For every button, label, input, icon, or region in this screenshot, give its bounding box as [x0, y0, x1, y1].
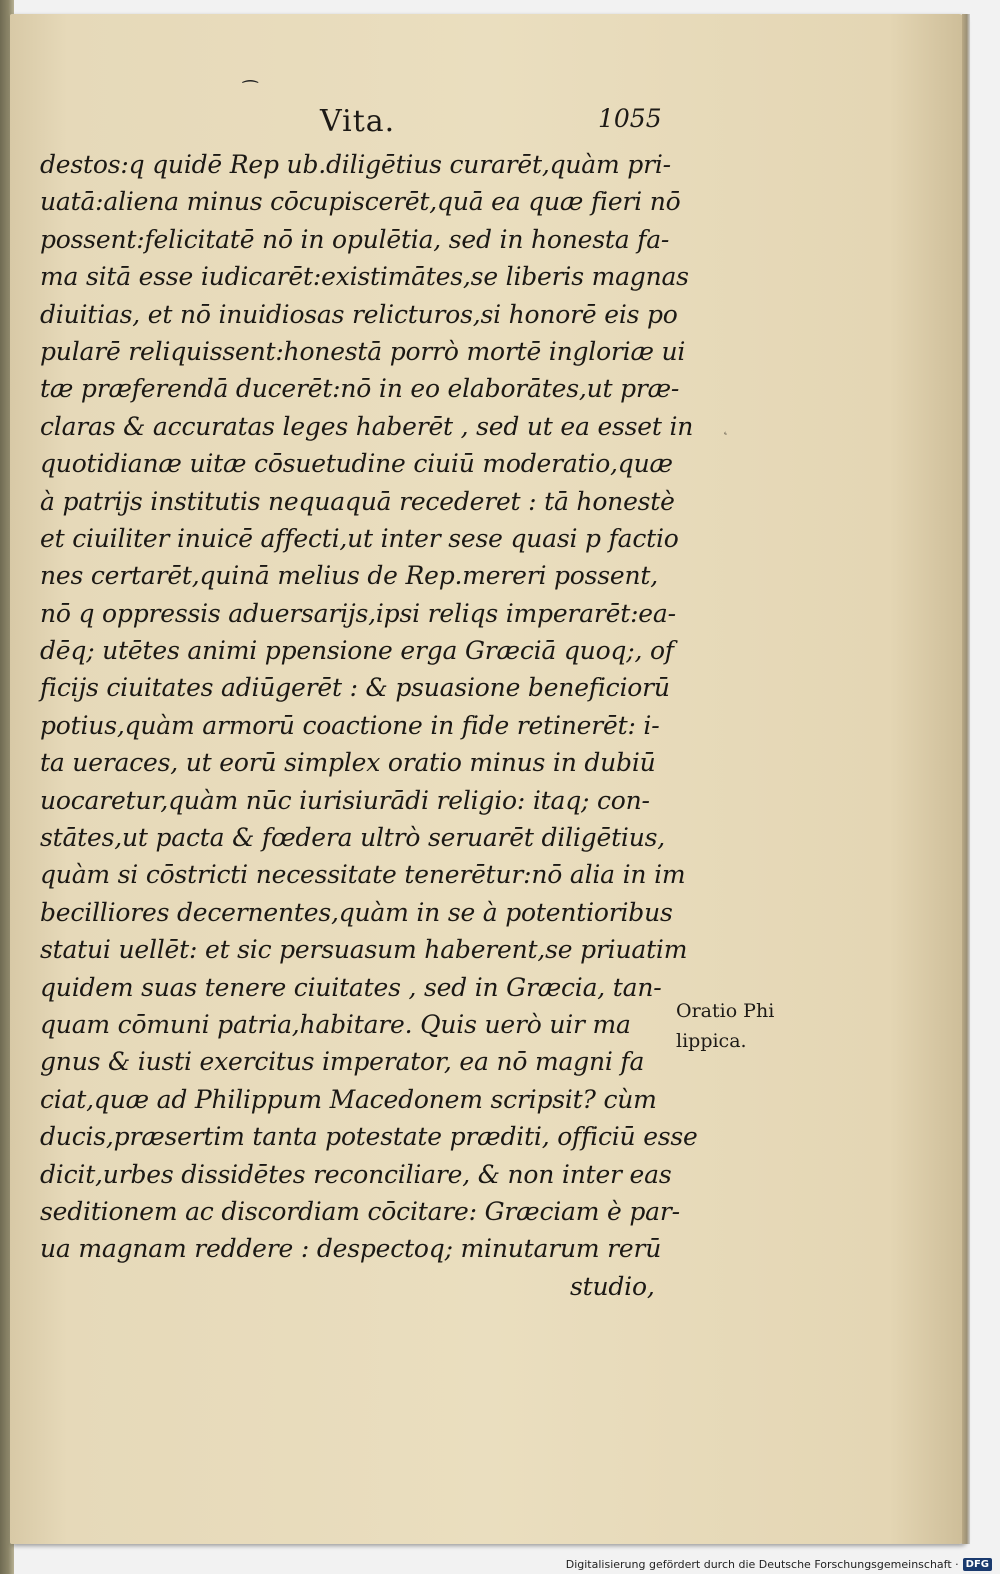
text-line: becilliores decernentes,quàm in se à potentioribus: [40, 897, 673, 927]
text-line: quidem suas tenere ciuitates , sed in Græcia, tan-: [40, 972, 662, 1002]
text-line: claras & accuratas leges haberēt , sed ut ea esset in: [40, 411, 694, 441]
footer-credit: Digitalisierung gefördert durch die Deutsche Forschungsgemeinschaft ·: [565, 1557, 959, 1571]
text-line: uatā:aliena minus cōcupiscerēt,quā ea quæ fieri nō: [40, 187, 681, 217]
page-edge-shadow: [962, 14, 970, 1544]
text-line: destos:q quidē Rep ub.diligētius curarēt,quàm pri-: [40, 150, 671, 179]
text-line: et ciuiliter inuicē affecti,ut inter sese quasi p factio: [40, 523, 679, 553]
text-line: potius,quàm armorū coactione in fide retinerēt: i-: [40, 710, 660, 740]
text-line: gnus & iusti exercitus imperator, ea nō magni fa: [40, 1047, 645, 1077]
text-line: dēq; utētes animi ppensione erga Græciā quoq;, of: [40, 636, 674, 666]
page-number: 1055: [598, 104, 662, 133]
text-line: dicit,urbes dissidētes reconciliare, & non inter eas: [40, 1159, 672, 1189]
text-line: ua magnam reddere : despectoq; minutarum rerū: [40, 1234, 662, 1264]
text-line: possent:felicitatē nō in opulētia, sed in honesta fa-: [40, 224, 670, 254]
margin-note: [676, 996, 774, 1056]
ink-blemish: ˛: [722, 420, 729, 436]
text-line: ficijs ciuitates adiūgerēt : & psuasione beneficiorū: [40, 673, 670, 703]
text-line: quam cōmuni patria,habitare. Quis uerò uir ma: [40, 1009, 631, 1039]
text-line: diuitias, et nō inuidiosas relicturos,si honorē eis po: [40, 299, 678, 329]
digitization-footer: [566, 1556, 992, 1572]
dfg-logo: DFG: [963, 1558, 992, 1571]
text-line: ta ueraces, ut eorū simplex oratio minus in dubiū: [40, 748, 656, 778]
running-head: Vita.: [320, 104, 396, 139]
text-line: à patrijs institutis nequaquā recederet : tā honestè: [40, 486, 675, 516]
text-line: seditionem ac discordiam cōcitare: Græciam è par-: [40, 1196, 680, 1226]
text-line: uocaretur,quàm nūc iurisiurādi religio: itaq; con-: [40, 785, 650, 815]
body-text: [40, 146, 698, 1305]
catchword: studio,: [570, 1271, 655, 1301]
ornament-mark: ⁀: [243, 81, 258, 102]
text-line: quotidianæ uitæ cōsuetudine ciuiū moderatio,quæ: [40, 449, 673, 479]
text-line: quàm si cōstricti necessitate tenerētur:nō alia in im: [40, 860, 686, 890]
margin-note-line: lippica.: [676, 1030, 747, 1052]
text-line: ciat,quæ ad Philippum Macedonem scripsit? cùm: [40, 1084, 657, 1114]
margin-note-line: Oratio Phi: [676, 1000, 775, 1022]
text-line: tæ præferendā ducerēt:nō in eo elaborātes,ut præ-: [40, 374, 680, 404]
text-line: nō q oppressis aduersarijs,ipsi reliqs imperarēt:ea-: [40, 598, 676, 628]
text-line: stātes,ut pacta & fœdera ultrò seruarēt diligētius,: [40, 823, 665, 853]
text-line: pularē reliquissent:honestā porrò mortē ingloriæ ui: [40, 336, 686, 366]
text-line: ma sitā esse iudicarēt:existimātes,se liberis magnas: [40, 262, 689, 292]
text-line: nes certarēt,quinā melius de Rep.mereri possent,: [40, 561, 658, 591]
text-line: statui uellēt: et sic persuasum haberent,se priuatim: [40, 935, 688, 965]
text-line: ducis,præsertim tanta potestate præditi, officiū esse: [40, 1122, 698, 1152]
